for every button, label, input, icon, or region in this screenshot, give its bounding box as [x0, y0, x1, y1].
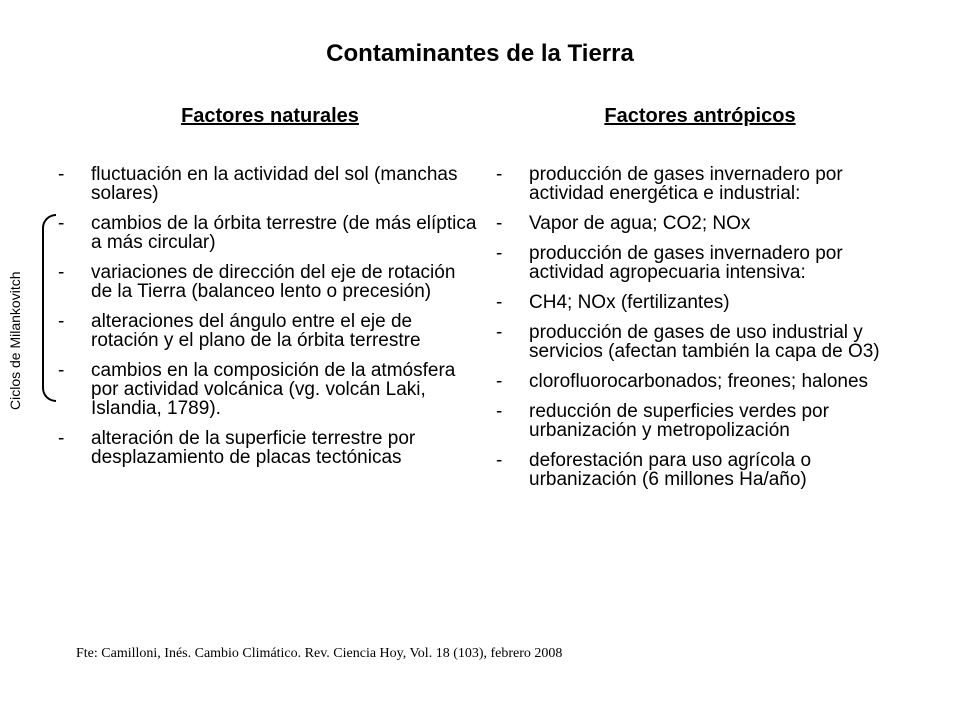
natural-factors-list [58, 165, 480, 478]
slide-title: Contaminantes de la Tierra [326, 40, 634, 67]
list-item-text: Vapor de agua; CO2; NOx [529, 213, 751, 234]
list-item [496, 451, 906, 489]
bullet-dash: - [58, 262, 65, 283]
list-item-text: alteración de la superficie terrestre por desplazamiento de placas tectónicas [91, 428, 416, 468]
milankovitch-label: Ciclos de Milankovitch [7, 271, 23, 410]
list-item [496, 372, 906, 391]
list-item [496, 293, 906, 312]
list-item [496, 244, 906, 282]
milankovitch-bracket [42, 214, 56, 402]
bullet-dash: - [496, 243, 503, 264]
bullet-dash: - [496, 213, 503, 234]
bullet-dash: - [496, 401, 503, 422]
list-item-text: fluctuación en la actividad del sol (manchas solares) [91, 164, 458, 204]
list-item-text: producción de gases invernadero por actividad agropecuaria intensiva: [529, 243, 843, 283]
bullet-dash: - [58, 428, 65, 449]
list-item-text: alteraciones del ángulo entre el eje de rotación y el plano de la órbita terrestre [91, 311, 421, 351]
list-item [496, 323, 906, 361]
list-item [58, 165, 480, 203]
list-item [58, 214, 480, 252]
anthropic-factors-list [496, 165, 906, 500]
list-item [496, 402, 906, 440]
list-item [58, 429, 480, 467]
natural-factors-heading: Factores naturales [181, 105, 359, 127]
bullet-dash: - [496, 450, 503, 471]
bullet-dash: - [58, 164, 65, 185]
list-item-text: CH4; NOx (fertilizantes) [529, 292, 730, 313]
list-item [496, 214, 906, 233]
list-item [58, 263, 480, 301]
anthropic-factors-heading: Factores antrópicos [604, 105, 796, 127]
list-item-text: cambios en la composición de la atmósfera por actividad volcánica (vg. volcán Laki, Islandia, 1789). [91, 360, 456, 419]
list-item-text: reducción de superficies verdes por urbanización y metropolización [529, 401, 829, 441]
bullet-dash: - [496, 292, 503, 313]
list-item-text: clorofluorocarbonados; freones; halones [529, 371, 869, 392]
list-item [58, 361, 480, 418]
bullet-dash: - [496, 371, 503, 392]
list-item [496, 165, 906, 203]
bullet-dash: - [496, 164, 503, 185]
source-citation: Fte: Camilloni, Inés. Cambio Climático. Rev. Ciencia Hoy, Vol. 18 (103), febrero 2008 [76, 646, 563, 661]
bullet-dash: - [58, 213, 65, 234]
list-item-text: variaciones de dirección del eje de rotación de la Tierra (balanceo lento o precesión) [91, 262, 456, 302]
bullet-dash: - [58, 360, 65, 381]
list-item [58, 312, 480, 350]
list-item-text: cambios de la órbita terrestre (de más elíptica a más circular) [91, 213, 477, 253]
list-item-text: producción de gases invernadero por actividad energética e industrial: [529, 164, 843, 204]
bullet-dash: - [496, 322, 503, 343]
list-item-text: producción de gases de uso industrial y servicios (afectan también la capa de O3) [529, 322, 880, 362]
bullet-dash: - [58, 311, 65, 332]
list-item-text: deforestación para uso agrícola o urbanización (6 millones Ha/año) [529, 450, 812, 490]
